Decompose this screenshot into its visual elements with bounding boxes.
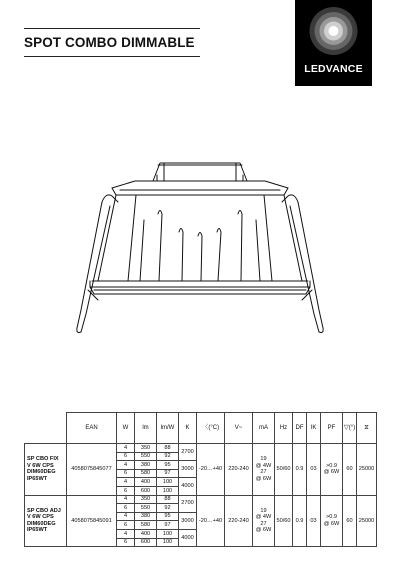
voltage-cell: 220-240 (225, 444, 253, 496)
header-lmw: lm/W (157, 413, 179, 444)
cell-line: IP65WT (27, 527, 48, 534)
title-rule-bottom (24, 56, 200, 57)
table-row (25, 495, 377, 504)
kelvin-cell: 4000 (179, 478, 197, 495)
cell-line: V 6W CPS (27, 514, 54, 521)
cell-line: 19 (260, 508, 267, 514)
lumen-cell: 550 (135, 452, 157, 461)
header-ma: mA (253, 413, 275, 444)
cell-line: SP CBO FIX (27, 456, 59, 463)
lumen-cell: 380 (135, 512, 157, 521)
temperature-cell: -20…+40 (197, 495, 225, 547)
watt-cell: 4 (117, 495, 135, 504)
cell-line: IP65WT (27, 475, 48, 482)
cell-line: @ 6W (255, 527, 272, 534)
efficacy-cell: 92 (157, 452, 179, 461)
table-header-row (25, 413, 377, 444)
temperature-cell: -20…+40 (197, 444, 225, 496)
watt-cell: 6 (117, 504, 135, 513)
efficacy-cell: 100 (157, 486, 179, 495)
lumen-cell: 600 (135, 486, 157, 495)
ik-cell: 03 (307, 495, 321, 547)
watt-cell: 4 (117, 478, 135, 487)
lumen-cell: 350 (135, 444, 157, 453)
title-rule-top (24, 28, 200, 29)
product-name (25, 444, 67, 496)
table-row (25, 444, 377, 453)
frequency-cell: 50/60 (275, 444, 293, 496)
ik-cell: 03 (307, 444, 321, 496)
ean-cell: 4058075845091 (67, 495, 117, 547)
header-lifetime (357, 413, 377, 444)
beam-angle-cell: 60 (343, 444, 357, 496)
cell-line: @ 6W (255, 475, 272, 482)
kelvin-cell: 2700 (179, 495, 197, 512)
lumen-cell: 580 (135, 521, 157, 530)
df-cell: 0.9 (293, 444, 307, 496)
cell-line: SP CBO ADJ (27, 508, 61, 514)
efficacy-cell: 100 (157, 529, 179, 538)
ean-cell: 4058075845077 (67, 444, 117, 496)
header-hz: Hz (275, 413, 293, 444)
efficacy-cell: 97 (157, 469, 179, 478)
header-ean: EAN (67, 413, 117, 444)
efficacy-cell: 95 (157, 461, 179, 470)
temperature-range-icon: 〈 (201, 424, 209, 432)
product-name (25, 495, 67, 547)
kelvin-cell: 3000 (179, 512, 197, 529)
efficacy-cell: 100 (157, 478, 179, 487)
current-cell (253, 495, 275, 547)
header-blank (25, 413, 67, 444)
pf-cell (321, 495, 343, 547)
df-cell: 0.9 (293, 495, 307, 547)
header-temperature (197, 413, 225, 444)
cell-line: @ 4W (255, 514, 272, 521)
header-ik: IK (307, 413, 321, 444)
frequency-cell: 50/60 (275, 495, 293, 547)
cell-line: @ 4W (255, 462, 272, 469)
page-title: SPOT COMBO DIMMABLE (24, 35, 195, 50)
lifetime-cell: 25000 (357, 444, 377, 496)
watt-cell: 6 (117, 452, 135, 461)
cell-line: @ 6W (323, 520, 340, 527)
lifetime-cell: 25000 (357, 495, 377, 547)
cell-line: V 6W CPS (27, 462, 54, 469)
efficacy-cell: 95 (157, 512, 179, 521)
ledvance-logo (295, 0, 372, 86)
header-beam (343, 413, 357, 444)
efficacy-cell: 92 (157, 504, 179, 513)
watt-cell: 4 (117, 512, 135, 521)
watt-cell: 4 (117, 444, 135, 453)
header-pf: PF (321, 413, 343, 444)
watt-cell: 6 (117, 486, 135, 495)
cell-line: 27 (260, 469, 267, 476)
lumen-cell: 380 (135, 461, 157, 470)
header-voltage: V~ (225, 413, 253, 444)
spec-table (24, 412, 377, 547)
lumen-cell: 550 (135, 504, 157, 513)
header-w: W (117, 413, 135, 444)
cell-line: >0.9 (325, 514, 338, 521)
efficacy-cell: 88 (157, 495, 179, 504)
cell-line: @ 6W (323, 469, 340, 476)
cell-line: 27 (260, 520, 267, 527)
lumen-cell: 580 (135, 469, 157, 478)
beam-angle-cell: 60 (343, 495, 357, 547)
watt-cell: 6 (117, 538, 135, 547)
watt-cell: 6 (117, 469, 135, 478)
header-lm: lm (135, 413, 157, 444)
kelvin-cell: 4000 (179, 529, 197, 546)
lifetime-icon: ⧖ (364, 424, 369, 432)
lumen-cell: 400 (135, 478, 157, 487)
cell-line: DIM60DEG (27, 469, 56, 476)
kelvin-cell: 2700 (179, 444, 197, 461)
efficacy-cell: 100 (157, 538, 179, 547)
cell-line: >0.9 (325, 462, 338, 469)
header-beam-label: (°) (348, 425, 356, 432)
watt-cell: 6 (117, 521, 135, 530)
efficacy-cell: 88 (157, 444, 179, 453)
beam-angle-icon: ▽ (343, 424, 349, 432)
efficacy-cell: 97 (157, 521, 179, 530)
logo-text: LEDVANCE (304, 63, 363, 75)
lumen-cell: 350 (135, 495, 157, 504)
watt-cell: 4 (117, 529, 135, 538)
cell-line: DIM60DEG (27, 520, 56, 527)
cell-line: 19 (260, 456, 267, 463)
lumen-cell: 600 (135, 538, 157, 547)
lumen-cell: 400 (135, 529, 157, 538)
voltage-cell: 220-240 (225, 495, 253, 547)
kelvin-cell: 3000 (179, 461, 197, 478)
product-line-drawing (40, 150, 360, 355)
current-cell (253, 444, 275, 496)
header-df: DF (293, 413, 307, 444)
watt-cell: 4 (117, 461, 135, 470)
logo-rings-icon (295, 0, 372, 60)
pf-cell (321, 444, 343, 496)
header-k: K (179, 413, 197, 444)
header-temperature-label: (°C) (208, 425, 220, 432)
